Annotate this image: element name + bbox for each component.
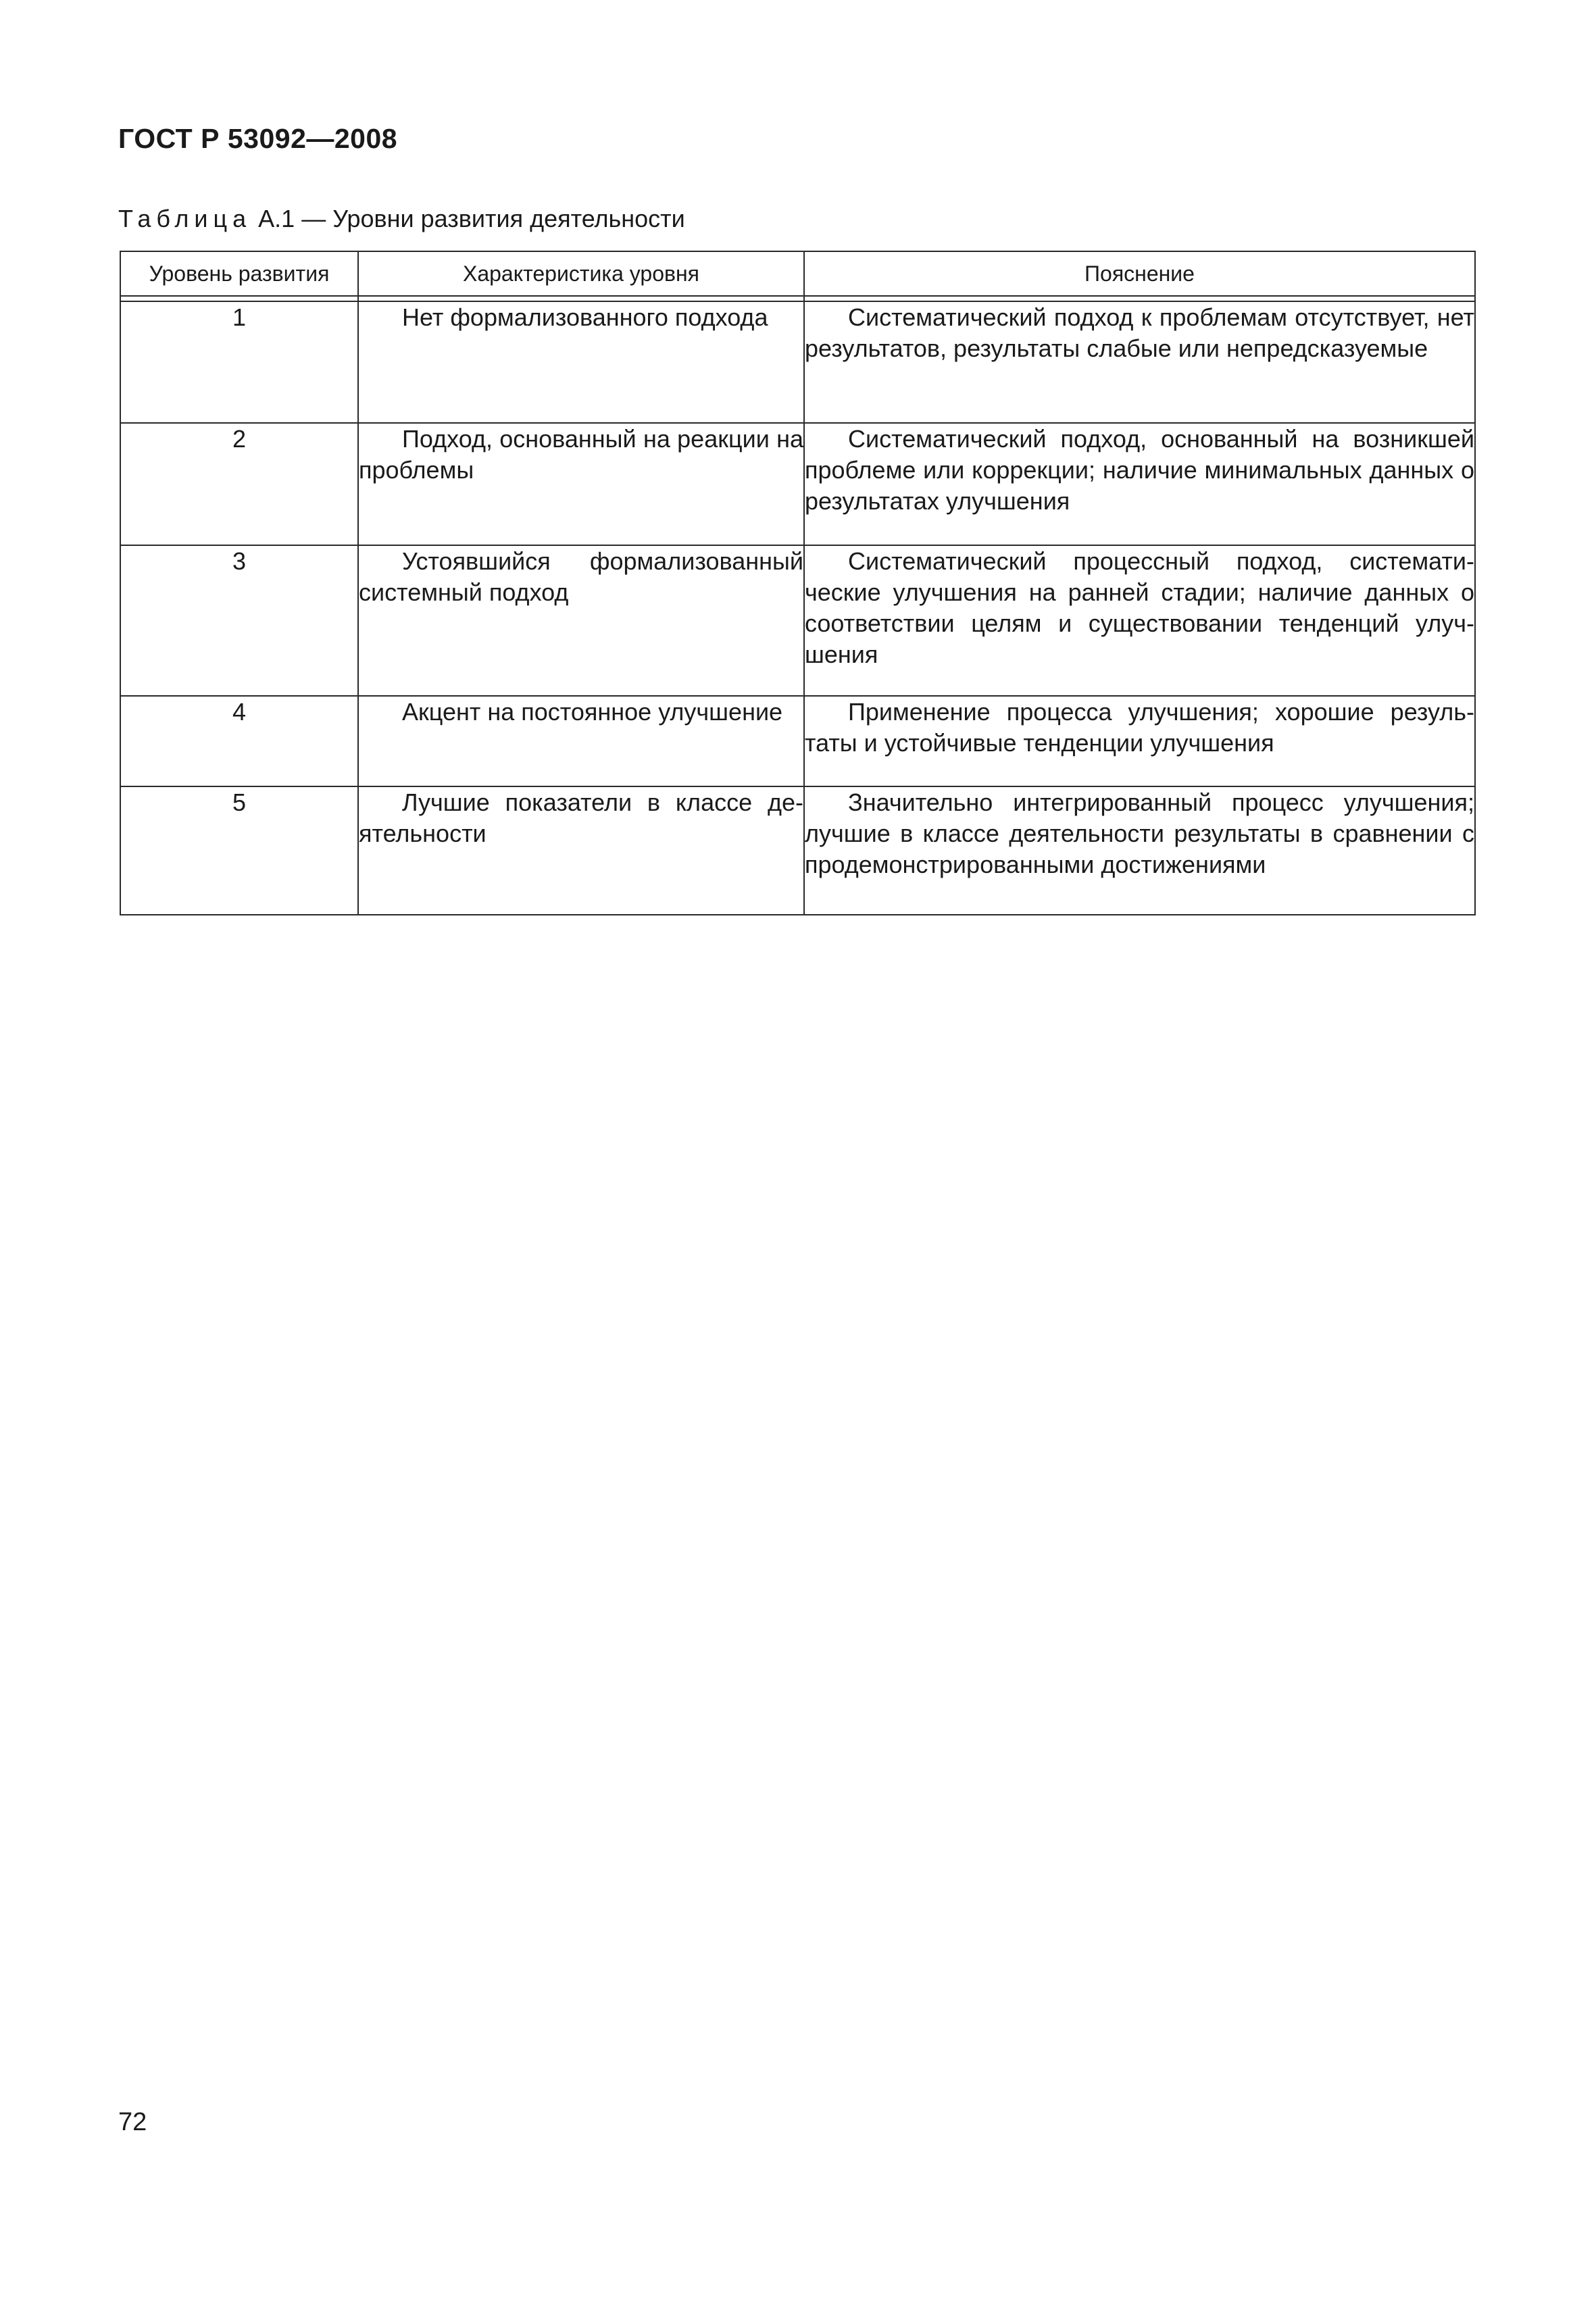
table-caption <box>118 207 685 231</box>
document-code: ГОСТ Р 53092—2008 <box>118 123 398 154</box>
table-row <box>120 545 1475 696</box>
explanation-text: Систематический подход, основанный на возникшей проблеме или коррекции; наличие минимальных данных о результатах улучшения <box>805 425 1474 515</box>
column-header-level: Уровень развития <box>120 251 358 296</box>
table-row <box>120 786 1475 915</box>
page-number: 72 <box>118 2108 147 2136</box>
table-row <box>120 301 1475 423</box>
explanation-text: Значительно интегрированный процесс улучшения; лучшие в классе деятельности результаты в сравнении с продемонстрированными достижениями <box>805 788 1474 878</box>
characteristic-cell <box>358 545 804 696</box>
table-caption-title: А.1 — Уровни развития деятельности <box>251 205 685 232</box>
explanation-text: Применение процесса улучшения; хорошие результаты и устойчивые тенденции улучшения <box>805 698 1474 757</box>
characteristic-cell <box>358 696 804 786</box>
explanation-cell <box>804 696 1475 786</box>
header-separator <box>120 296 1475 301</box>
development-levels-table <box>120 251 1476 915</box>
explanation-text: Систематический процессный подход, систематические улучшения на ранней стадии; наличие данных о соответствии целям и существовании тенденций улучшения <box>805 547 1474 668</box>
characteristic-text: Устоявшийся формализованный системный подход <box>359 547 803 606</box>
level-cell: 1 <box>120 301 358 423</box>
level-cell: 2 <box>120 423 358 545</box>
separator-cell <box>804 296 1475 301</box>
level-cell: 4 <box>120 696 358 786</box>
explanation-cell <box>804 301 1475 423</box>
column-header-explanation: Пояснение <box>804 251 1475 296</box>
characteristic-text: Лучшие показатели в классе деятельности <box>359 788 803 847</box>
separator-cell <box>120 296 358 301</box>
explanation-cell <box>804 423 1475 545</box>
level-cell: 3 <box>120 545 358 696</box>
table-row <box>120 696 1475 786</box>
characteristic-cell <box>358 423 804 545</box>
column-header-characteristic: Характеристика уровня <box>358 251 804 296</box>
separator-cell <box>358 296 804 301</box>
table-caption-label: Таблица <box>118 205 252 232</box>
characteristic-cell <box>358 786 804 915</box>
explanation-text: Систематический подход к проблемам отсутствует, нет результатов, результаты слабые или непредсказуемые <box>805 303 1474 362</box>
level-cell: 5 <box>120 786 358 915</box>
table-header-row <box>120 251 1475 296</box>
explanation-cell <box>804 786 1475 915</box>
characteristic-text: Подход, основанный на реакции на проблемы <box>359 425 803 484</box>
table-row <box>120 423 1475 545</box>
characteristic-cell <box>358 301 804 423</box>
characteristic-text: Акцент на постоянное улучшение <box>402 698 783 726</box>
explanation-cell <box>804 545 1475 696</box>
characteristic-text: Нет формализованного подхода <box>402 303 768 331</box>
